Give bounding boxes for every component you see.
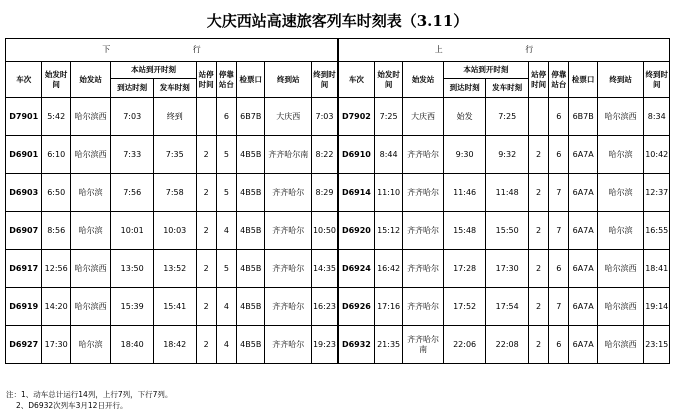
cell-arrive: 11:46 xyxy=(443,174,486,212)
cell-dest-time: 8:29 xyxy=(312,174,338,212)
cell-destination: 哈尔滨西 xyxy=(597,250,644,288)
cell-platform: 6 xyxy=(216,98,236,136)
cell-origin-station: 齐齐哈尔 xyxy=(403,136,444,174)
cell-gate: 4B5B xyxy=(237,136,265,174)
cell-destination: 哈尔滨西 xyxy=(597,98,644,136)
cell-origin-station: 哈尔滨西 xyxy=(70,288,111,326)
table-row xyxy=(6,288,670,326)
cell-depart: 15:50 xyxy=(486,212,529,250)
cell-stop: 2 xyxy=(528,288,548,326)
cell-dest-time: 23:15 xyxy=(644,326,670,364)
cell-arrive: 22:06 xyxy=(443,326,486,364)
cell-stop: 2 xyxy=(196,250,216,288)
cell-destination: 齐齐哈尔 xyxy=(265,250,312,288)
cell-origin-time: 12:56 xyxy=(42,250,70,288)
cell-gate: 6B7B xyxy=(237,98,265,136)
table-row xyxy=(6,212,670,250)
cell-gate: 6A7A xyxy=(569,174,597,212)
cell-platform: 5 xyxy=(216,250,236,288)
cell-platform: 4 xyxy=(216,326,236,364)
cell-train: D6924 xyxy=(338,250,374,288)
cell-platform: 4 xyxy=(216,212,236,250)
cell-train: D6901 xyxy=(6,136,42,174)
header-train: 车次 xyxy=(338,62,374,98)
cell-dest-time: 10:42 xyxy=(644,136,670,174)
cell-stop: 2 xyxy=(528,326,548,364)
cell-gate: 4B5B xyxy=(237,212,265,250)
cell-gate: 6A7A xyxy=(569,136,597,174)
cell-platform: 5 xyxy=(216,136,236,174)
cell-stop xyxy=(196,98,216,136)
cell-train: D6920 xyxy=(338,212,374,250)
cell-origin-time: 11:10 xyxy=(374,174,402,212)
cell-gate: 6A7A xyxy=(569,212,597,250)
cell-arrive: 7:03 xyxy=(111,98,154,136)
header-depart: 发车时刻 xyxy=(153,79,196,98)
cell-origin-time: 15:12 xyxy=(374,212,402,250)
cell-platform: 5 xyxy=(216,174,236,212)
cell-train: D6914 xyxy=(338,174,374,212)
table-row xyxy=(6,136,670,174)
cell-depart: 7:25 xyxy=(486,98,529,136)
cell-stop: 2 xyxy=(196,288,216,326)
cell-gate: 6A7A xyxy=(569,250,597,288)
cell-arrive: 始发 xyxy=(443,98,486,136)
page-title: 大庆西站高速旅客列车时刻表（3.11） xyxy=(206,12,469,30)
cell-platform: 6 xyxy=(549,136,569,174)
cell-origin-time: 6:10 xyxy=(42,136,70,174)
table-row xyxy=(6,98,670,136)
cell-stop: 2 xyxy=(528,174,548,212)
header-dest-time: 终到时间 xyxy=(644,62,670,98)
cell-origin-time: 21:35 xyxy=(374,326,402,364)
cell-dest-time: 12:37 xyxy=(644,174,670,212)
cell-depart: 18:42 xyxy=(153,326,196,364)
cell-origin-station: 齐齐哈尔 xyxy=(403,250,444,288)
header-stop-minutes: 站停时间 xyxy=(528,62,548,98)
cell-dest-time: 8:22 xyxy=(312,136,338,174)
cell-origin-time: 7:25 xyxy=(374,98,402,136)
header-origin-station: 始发站 xyxy=(70,62,111,98)
footnotes xyxy=(6,389,172,411)
cell-train: D6907 xyxy=(6,212,42,250)
cell-origin-station: 哈尔滨 xyxy=(70,174,111,212)
cell-platform: 7 xyxy=(549,174,569,212)
cell-origin-time: 8:44 xyxy=(374,136,402,174)
cell-origin-time: 17:30 xyxy=(42,326,70,364)
cell-train: D6932 xyxy=(338,326,374,364)
cell-arrive: 18:40 xyxy=(111,326,154,364)
note-line: 注：1、动车总计运行14列，上行7列，下行7列。 xyxy=(6,390,173,399)
cell-dest-time: 8:34 xyxy=(644,98,670,136)
cell-train: D6919 xyxy=(6,288,42,326)
cell-destination: 哈尔滨西 xyxy=(597,326,644,364)
cell-origin-time: 16:42 xyxy=(374,250,402,288)
cell-origin-station: 大庆西 xyxy=(403,98,444,136)
table-row xyxy=(6,250,670,288)
cell-stop: 2 xyxy=(196,136,216,174)
header-destination: 终到站 xyxy=(265,62,312,98)
cell-depart: 7:58 xyxy=(153,174,196,212)
cell-origin-time: 17:16 xyxy=(374,288,402,326)
header-arrive: 到达时刻 xyxy=(111,79,154,98)
cell-depart: 17:30 xyxy=(486,250,529,288)
header-arrive: 到达时刻 xyxy=(443,79,486,98)
note-line: 2、D6932次列车3月12日开行。 xyxy=(16,401,128,410)
cell-stop: 2 xyxy=(528,250,548,288)
cell-gate: 6B7B xyxy=(569,98,597,136)
cell-origin-station: 哈尔滨西 xyxy=(70,98,111,136)
cell-depart: 11:48 xyxy=(486,174,529,212)
cell-origin-station: 哈尔滨 xyxy=(70,212,111,250)
cell-arrive: 17:52 xyxy=(443,288,486,326)
cell-destination: 哈尔滨 xyxy=(597,212,644,250)
cell-destination: 哈尔滨 xyxy=(597,174,644,212)
cell-destination: 齐齐哈尔 xyxy=(265,288,312,326)
cell-destination: 哈尔滨西 xyxy=(597,288,644,326)
cell-dest-time: 7:03 xyxy=(312,98,338,136)
cell-gate: 6A7A xyxy=(569,326,597,364)
cell-arrive: 13:50 xyxy=(111,250,154,288)
cell-origin-station: 齐齐哈尔南 xyxy=(403,326,444,364)
cell-dest-time: 19:14 xyxy=(644,288,670,326)
cell-origin-station: 齐齐哈尔 xyxy=(403,288,444,326)
direction-up: 上 行 xyxy=(434,45,574,54)
cell-train: D7902 xyxy=(338,98,374,136)
header-depart: 发车时刻 xyxy=(486,79,529,98)
cell-destination: 齐齐哈尔 xyxy=(265,326,312,364)
cell-destination: 齐齐哈尔南 xyxy=(265,136,312,174)
cell-depart: 15:41 xyxy=(153,288,196,326)
cell-dest-time: 14:35 xyxy=(312,250,338,288)
cell-gate: 4B5B xyxy=(237,174,265,212)
cell-platform: 7 xyxy=(549,288,569,326)
cell-arrive: 7:56 xyxy=(111,174,154,212)
cell-gate: 4B5B xyxy=(237,288,265,326)
table-row xyxy=(6,326,670,364)
direction-down: 下 行 xyxy=(102,45,241,54)
cell-origin-station: 齐齐哈尔 xyxy=(403,174,444,212)
cell-origin-time: 6:50 xyxy=(42,174,70,212)
table-row xyxy=(6,174,670,212)
cell-depart: 7:35 xyxy=(153,136,196,174)
cell-train: D6927 xyxy=(6,326,42,364)
header-station-times: 本站到开时刻 xyxy=(111,62,196,79)
cell-stop: 2 xyxy=(528,212,548,250)
cell-arrive: 15:48 xyxy=(443,212,486,250)
cell-origin-time: 5:42 xyxy=(42,98,70,136)
cell-depart: 10:03 xyxy=(153,212,196,250)
header-platform: 停靠站台 xyxy=(216,62,236,98)
cell-train: D6903 xyxy=(6,174,42,212)
cell-dest-time: 16:23 xyxy=(312,288,338,326)
cell-depart: 9:32 xyxy=(486,136,529,174)
header-stop-minutes: 站停时间 xyxy=(196,62,216,98)
cell-destination: 哈尔滨 xyxy=(597,136,644,174)
cell-gate: 6A7A xyxy=(569,288,597,326)
cell-arrive: 7:33 xyxy=(111,136,154,174)
cell-stop: 2 xyxy=(196,326,216,364)
cell-train: D7901 xyxy=(6,98,42,136)
cell-origin-station: 哈尔滨 xyxy=(70,326,111,364)
header-dest-time: 终到时间 xyxy=(312,62,338,98)
cell-depart: 22:08 xyxy=(486,326,529,364)
cell-depart: 13:52 xyxy=(153,250,196,288)
cell-stop xyxy=(528,98,548,136)
header-train: 车次 xyxy=(6,62,42,98)
cell-depart: 终到 xyxy=(153,98,196,136)
cell-arrive: 10:01 xyxy=(111,212,154,250)
cell-arrive: 15:39 xyxy=(111,288,154,326)
cell-platform: 6 xyxy=(549,326,569,364)
cell-origin-time: 14:20 xyxy=(42,288,70,326)
header-origin-time: 始发时间 xyxy=(42,62,70,98)
cell-dest-time: 10:50 xyxy=(312,212,338,250)
cell-destination: 齐齐哈尔 xyxy=(265,212,312,250)
cell-stop: 2 xyxy=(196,212,216,250)
cell-depart: 17:54 xyxy=(486,288,529,326)
header-platform: 停靠站台 xyxy=(549,62,569,98)
cell-gate: 4B5B xyxy=(237,250,265,288)
cell-platform: 6 xyxy=(549,98,569,136)
cell-platform: 4 xyxy=(216,288,236,326)
header-origin-station: 始发站 xyxy=(403,62,444,98)
cell-destination: 大庆西 xyxy=(265,98,312,136)
timetable xyxy=(5,38,670,364)
cell-origin-station: 齐齐哈尔 xyxy=(403,212,444,250)
cell-platform: 7 xyxy=(549,212,569,250)
cell-origin-station: 哈尔滨西 xyxy=(70,250,111,288)
header-gate: 检票口 xyxy=(569,62,597,98)
header-station-times: 本站到开时刻 xyxy=(443,62,528,79)
header-origin-time: 始发时间 xyxy=(374,62,402,98)
cell-dest-time: 16:55 xyxy=(644,212,670,250)
cell-platform: 6 xyxy=(549,250,569,288)
cell-train: D6917 xyxy=(6,250,42,288)
header-destination: 终到站 xyxy=(597,62,644,98)
cell-origin-time: 8:56 xyxy=(42,212,70,250)
cell-arrive: 9:30 xyxy=(443,136,486,174)
cell-arrive: 17:28 xyxy=(443,250,486,288)
cell-train: D6926 xyxy=(338,288,374,326)
cell-origin-station: 哈尔滨西 xyxy=(70,136,111,174)
cell-gate: 4B5B xyxy=(237,326,265,364)
cell-stop: 2 xyxy=(528,136,548,174)
header-gate: 检票口 xyxy=(237,62,265,98)
cell-train: D6910 xyxy=(338,136,374,174)
cell-stop: 2 xyxy=(196,174,216,212)
cell-dest-time: 19:23 xyxy=(312,326,338,364)
cell-destination: 齐齐哈尔 xyxy=(265,174,312,212)
cell-dest-time: 18:41 xyxy=(644,250,670,288)
